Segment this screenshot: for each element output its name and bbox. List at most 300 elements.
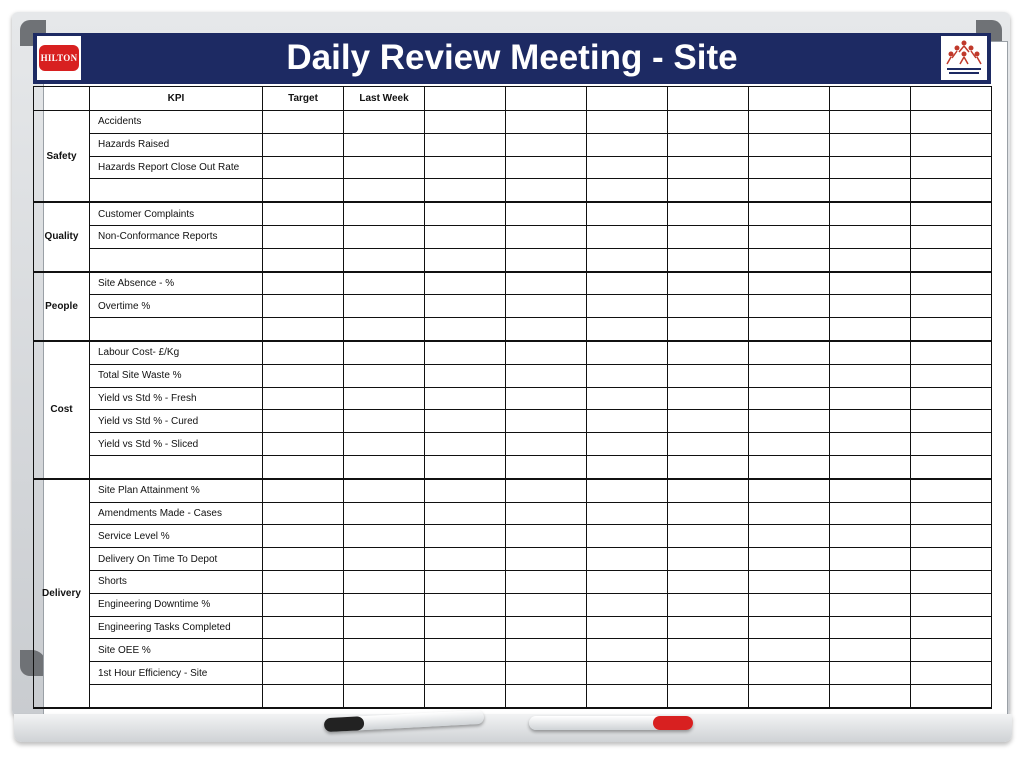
entry-cell[interactable]	[911, 179, 992, 202]
entry-cell[interactable]	[830, 433, 911, 456]
entry-cell[interactable]	[587, 639, 668, 662]
kpi-label: Site Plan Attainment %	[90, 479, 263, 502]
entry-cell[interactable]	[749, 295, 830, 318]
entry-cell[interactable]	[263, 525, 344, 548]
entry-cell[interactable]	[344, 295, 425, 318]
entry-cell[interactable]	[668, 295, 749, 318]
column-header-kpi: KPI	[90, 87, 263, 111]
entry-cell[interactable]	[911, 272, 992, 295]
entry-cell[interactable]	[830, 248, 911, 271]
kpi-label: Amendments Made - Cases	[90, 502, 263, 525]
entry-cell[interactable]	[587, 202, 668, 225]
entry-cell[interactable]	[749, 133, 830, 156]
entry-cell[interactable]	[587, 479, 668, 502]
entry-cell[interactable]	[830, 455, 911, 478]
entry-cell[interactable]	[911, 318, 992, 341]
entry-cell[interactable]	[668, 616, 749, 639]
entry-cell[interactable]	[911, 433, 992, 456]
entry-cell[interactable]	[668, 272, 749, 295]
entry-cell[interactable]	[830, 341, 911, 364]
entry-cell[interactable]	[506, 684, 587, 707]
entry-cell[interactable]	[344, 502, 425, 525]
entry-cell[interactable]	[749, 248, 830, 271]
entry-cell[interactable]	[749, 593, 830, 616]
entry-cell[interactable]	[749, 662, 830, 685]
kpi-label	[90, 455, 263, 478]
entry-cell[interactable]	[506, 662, 587, 685]
entry-cell[interactable]	[425, 593, 506, 616]
kpi-label: Yield vs Std % - Cured	[90, 410, 263, 433]
entry-cell[interactable]	[344, 455, 425, 478]
entry-cell[interactable]	[587, 525, 668, 548]
entry-cell[interactable]	[911, 248, 992, 271]
entry-cell[interactable]	[587, 295, 668, 318]
entry-cell[interactable]	[506, 479, 587, 502]
entry-cell[interactable]	[830, 662, 911, 685]
entry-cell[interactable]	[344, 133, 425, 156]
entry-cell[interactable]	[830, 387, 911, 410]
entry-cell[interactable]	[830, 502, 911, 525]
entry-cell[interactable]	[587, 684, 668, 707]
table-row	[34, 341, 992, 364]
table-row	[34, 616, 992, 639]
entry-cell[interactable]	[749, 570, 830, 593]
kpi-label: Site OEE %	[90, 639, 263, 662]
entry-cell[interactable]	[830, 179, 911, 202]
entry-cell[interactable]	[425, 616, 506, 639]
entry-cell[interactable]	[506, 156, 587, 179]
entry-cell[interactable]	[344, 639, 425, 662]
entry-cell[interactable]	[263, 364, 344, 387]
entry-cell[interactable]	[749, 272, 830, 295]
entry-cell[interactable]	[911, 479, 992, 502]
entry-cell[interactable]	[830, 593, 911, 616]
entry-cell[interactable]	[830, 684, 911, 707]
entry-cell[interactable]	[263, 502, 344, 525]
table-row	[34, 410, 992, 433]
kpi-label: Site Absence - %	[90, 272, 263, 295]
entry-cell[interactable]	[668, 662, 749, 685]
entry-cell[interactable]	[668, 156, 749, 179]
entry-cell[interactable]	[749, 455, 830, 478]
entry-cell[interactable]	[506, 318, 587, 341]
category-label: Quality	[34, 202, 90, 271]
entry-cell[interactable]	[830, 410, 911, 433]
entry-cell[interactable]	[587, 662, 668, 685]
table-row	[34, 455, 992, 478]
kpi-label: Hazards Raised	[90, 133, 263, 156]
column-header	[911, 87, 992, 111]
marker-cap	[653, 716, 693, 730]
table-row	[34, 570, 992, 593]
entry-cell[interactable]	[506, 272, 587, 295]
entry-cell[interactable]	[749, 433, 830, 456]
kpi-label	[90, 318, 263, 341]
entry-cell[interactable]	[506, 616, 587, 639]
entry-cell[interactable]	[830, 272, 911, 295]
entry-cell[interactable]	[587, 364, 668, 387]
entry-cell[interactable]	[425, 639, 506, 662]
entry-cell[interactable]	[911, 616, 992, 639]
table-row	[34, 225, 992, 248]
entry-cell[interactable]	[749, 684, 830, 707]
entry-cell[interactable]	[749, 639, 830, 662]
entry-cell[interactable]	[587, 616, 668, 639]
entry-cell[interactable]	[263, 433, 344, 456]
entry-cell[interactable]	[425, 548, 506, 571]
entry-cell[interactable]	[830, 525, 911, 548]
entry-cell[interactable]	[344, 248, 425, 271]
column-header	[668, 87, 749, 111]
entry-cell[interactable]	[506, 111, 587, 134]
entry-cell[interactable]	[425, 111, 506, 134]
entry-cell[interactable]	[587, 593, 668, 616]
entry-cell[interactable]	[263, 318, 344, 341]
entry-cell[interactable]	[911, 111, 992, 134]
entry-cell[interactable]	[668, 133, 749, 156]
entry-cell[interactable]	[506, 179, 587, 202]
entry-cell[interactable]	[506, 455, 587, 478]
entry-cell[interactable]	[911, 225, 992, 248]
table-row	[34, 179, 992, 202]
entry-cell[interactable]	[425, 662, 506, 685]
entry-cell[interactable]	[668, 179, 749, 202]
entry-cell[interactable]	[830, 111, 911, 134]
entry-cell[interactable]	[668, 684, 749, 707]
kpi-label	[90, 684, 263, 707]
entry-cell[interactable]	[911, 341, 992, 364]
entry-cell[interactable]	[668, 341, 749, 364]
entry-cell[interactable]	[425, 318, 506, 341]
entry-cell[interactable]	[263, 684, 344, 707]
entry-cell[interactable]	[668, 387, 749, 410]
entry-cell[interactable]	[911, 410, 992, 433]
entry-cell[interactable]	[425, 341, 506, 364]
kpi-label: Accidents	[90, 111, 263, 134]
entry-cell[interactable]	[911, 662, 992, 685]
table-row	[34, 639, 992, 662]
entry-cell[interactable]	[425, 295, 506, 318]
entry-cell[interactable]	[425, 433, 506, 456]
entry-cell[interactable]	[830, 156, 911, 179]
entry-cell[interactable]	[911, 455, 992, 478]
entry-cell[interactable]	[425, 684, 506, 707]
entry-cell[interactable]	[749, 156, 830, 179]
entry-cell[interactable]	[668, 318, 749, 341]
kpi-table	[33, 86, 992, 709]
category-label: Cost	[34, 341, 90, 479]
entry-cell[interactable]	[425, 525, 506, 548]
entry-cell[interactable]	[344, 202, 425, 225]
entry-cell[interactable]	[425, 455, 506, 478]
category-header	[34, 87, 90, 111]
entry-cell[interactable]	[668, 248, 749, 271]
entry-cell[interactable]	[263, 662, 344, 685]
entry-cell[interactable]	[263, 156, 344, 179]
entry-cell[interactable]	[344, 479, 425, 502]
entry-cell[interactable]	[425, 248, 506, 271]
entry-cell[interactable]	[587, 318, 668, 341]
entry-cell[interactable]	[506, 202, 587, 225]
category-label: People	[34, 272, 90, 341]
table-row	[34, 684, 992, 707]
entry-cell[interactable]	[749, 202, 830, 225]
entry-cell[interactable]	[263, 111, 344, 134]
kpi-label: 1st Hour Efficiency - Site	[90, 662, 263, 685]
entry-cell[interactable]	[668, 639, 749, 662]
entry-cell[interactable]	[587, 433, 668, 456]
kpi-label: Labour Cost- £/Kg	[90, 341, 263, 364]
entry-cell[interactable]	[506, 593, 587, 616]
entry-cell[interactable]	[668, 479, 749, 502]
marker-tray	[14, 714, 1012, 742]
entry-cell[interactable]	[587, 341, 668, 364]
entry-cell[interactable]	[749, 364, 830, 387]
entry-cell[interactable]	[344, 616, 425, 639]
entry-cell[interactable]	[344, 225, 425, 248]
entry-cell[interactable]	[506, 433, 587, 456]
entry-cell[interactable]	[911, 387, 992, 410]
entry-cell[interactable]	[749, 318, 830, 341]
entry-cell[interactable]	[506, 295, 587, 318]
entry-cell[interactable]	[911, 525, 992, 548]
entry-cell[interactable]	[425, 570, 506, 593]
entry-cell[interactable]	[668, 593, 749, 616]
entry-cell[interactable]	[830, 202, 911, 225]
entry-cell[interactable]	[344, 364, 425, 387]
table-row	[34, 295, 992, 318]
entry-cell[interactable]	[425, 364, 506, 387]
table-row	[34, 202, 992, 225]
kpi-label: Engineering Downtime %	[90, 593, 263, 616]
entry-cell[interactable]	[344, 525, 425, 548]
entry-cell[interactable]	[344, 387, 425, 410]
entry-cell[interactable]	[506, 639, 587, 662]
entry-cell[interactable]	[263, 455, 344, 478]
entry-cell[interactable]	[830, 225, 911, 248]
entry-cell[interactable]	[668, 202, 749, 225]
entry-cell[interactable]	[749, 225, 830, 248]
column-header	[749, 87, 830, 111]
table-row	[34, 156, 992, 179]
column-header-target: Target	[263, 87, 344, 111]
entry-cell[interactable]	[263, 295, 344, 318]
entry-cell[interactable]	[830, 479, 911, 502]
entry-cell[interactable]	[506, 525, 587, 548]
entry-cell[interactable]	[668, 570, 749, 593]
entry-cell[interactable]	[344, 593, 425, 616]
column-header	[506, 87, 587, 111]
entry-cell[interactable]	[506, 570, 587, 593]
entry-cell[interactable]	[344, 156, 425, 179]
entry-cell[interactable]	[749, 616, 830, 639]
entry-cell[interactable]	[749, 179, 830, 202]
entry-cell[interactable]	[344, 662, 425, 685]
entry-cell[interactable]	[830, 364, 911, 387]
entry-cell[interactable]	[506, 548, 587, 571]
entry-cell[interactable]	[587, 272, 668, 295]
entry-cell[interactable]	[911, 133, 992, 156]
entry-cell[interactable]	[830, 570, 911, 593]
table-row	[34, 318, 992, 341]
marker-cap	[324, 716, 365, 732]
entry-cell[interactable]	[344, 684, 425, 707]
board-title: Daily Review Meeting - Site	[286, 38, 738, 77]
entry-cell[interactable]	[668, 364, 749, 387]
entry-cell[interactable]	[263, 202, 344, 225]
kpi-label	[90, 179, 263, 202]
entry-cell[interactable]	[263, 225, 344, 248]
table-row	[34, 364, 992, 387]
entry-cell[interactable]	[263, 616, 344, 639]
entry-cell[interactable]	[425, 225, 506, 248]
entry-cell[interactable]	[263, 248, 344, 271]
entry-cell[interactable]	[263, 593, 344, 616]
category-label: Safety	[34, 111, 90, 203]
red-marker[interactable]	[529, 716, 693, 730]
kpi-label: Yield vs Std % - Fresh	[90, 387, 263, 410]
entry-cell[interactable]	[749, 387, 830, 410]
entry-cell[interactable]	[587, 387, 668, 410]
entry-cell[interactable]	[911, 593, 992, 616]
entry-cell[interactable]	[749, 479, 830, 502]
entry-cell[interactable]	[749, 525, 830, 548]
kpi-label: Engineering Tasks Completed	[90, 616, 263, 639]
entry-cell[interactable]	[506, 248, 587, 271]
entry-cell[interactable]	[506, 133, 587, 156]
column-header-last-week: Last Week	[344, 87, 425, 111]
entry-cell[interactable]	[668, 525, 749, 548]
entry-cell[interactable]	[749, 410, 830, 433]
entry-cell[interactable]	[587, 248, 668, 271]
entry-cell[interactable]	[830, 548, 911, 571]
table-row	[34, 502, 992, 525]
entry-cell[interactable]	[425, 479, 506, 502]
kpi-label: Customer Complaints	[90, 202, 263, 225]
header-bar	[33, 33, 991, 84]
entry-cell[interactable]	[911, 548, 992, 571]
entry-cell[interactable]	[668, 548, 749, 571]
entry-cell[interactable]	[506, 341, 587, 364]
entry-cell[interactable]	[911, 156, 992, 179]
entry-cell[interactable]	[263, 479, 344, 502]
entry-cell[interactable]	[263, 410, 344, 433]
entry-cell[interactable]	[506, 364, 587, 387]
entry-cell[interactable]	[344, 433, 425, 456]
entry-cell[interactable]	[830, 295, 911, 318]
entry-cell[interactable]	[749, 341, 830, 364]
entry-cell[interactable]	[587, 156, 668, 179]
table-row	[34, 662, 992, 685]
table-row	[34, 272, 992, 295]
entry-cell[interactable]	[263, 133, 344, 156]
entry-cell[interactable]	[911, 570, 992, 593]
entry-cell[interactable]	[587, 225, 668, 248]
entry-cell[interactable]	[749, 111, 830, 134]
entry-cell[interactable]	[830, 318, 911, 341]
entry-cell[interactable]	[344, 272, 425, 295]
entry-cell[interactable]	[911, 639, 992, 662]
entry-cell[interactable]	[587, 455, 668, 478]
entry-cell[interactable]	[587, 410, 668, 433]
entry-cell[interactable]	[263, 179, 344, 202]
kpi-label: Overtime %	[90, 295, 263, 318]
entry-cell[interactable]	[344, 341, 425, 364]
entry-cell[interactable]	[425, 179, 506, 202]
entry-cell[interactable]	[344, 318, 425, 341]
entry-cell[interactable]	[911, 295, 992, 318]
table-row	[34, 433, 992, 456]
entry-cell[interactable]	[425, 156, 506, 179]
kpi-label: Shorts	[90, 570, 263, 593]
entry-cell[interactable]	[911, 684, 992, 707]
entry-cell[interactable]	[668, 502, 749, 525]
entry-cell[interactable]	[425, 272, 506, 295]
kpi-label: Delivery On Time To Depot	[90, 548, 263, 571]
entry-cell[interactable]	[587, 570, 668, 593]
entry-cell[interactable]	[425, 502, 506, 525]
entry-cell[interactable]	[425, 133, 506, 156]
entry-cell[interactable]	[506, 387, 587, 410]
entry-cell[interactable]	[263, 341, 344, 364]
entry-cell[interactable]	[344, 179, 425, 202]
entry-cell[interactable]	[911, 502, 992, 525]
entry-cell[interactable]	[263, 387, 344, 410]
entry-cell[interactable]	[830, 639, 911, 662]
entry-cell[interactable]	[587, 133, 668, 156]
column-header	[830, 87, 911, 111]
entry-cell[interactable]	[668, 410, 749, 433]
entry-cell[interactable]	[344, 548, 425, 571]
entry-cell[interactable]	[344, 111, 425, 134]
table-row	[34, 525, 992, 548]
entry-cell[interactable]	[749, 502, 830, 525]
entry-cell[interactable]	[263, 272, 344, 295]
entry-cell[interactable]	[668, 455, 749, 478]
entry-cell[interactable]	[830, 133, 911, 156]
entry-cell[interactable]	[587, 502, 668, 525]
entry-cell[interactable]	[668, 225, 749, 248]
table-row	[34, 248, 992, 271]
table-header-row	[34, 87, 992, 111]
entry-cell[interactable]	[263, 548, 344, 571]
entry-cell[interactable]	[587, 548, 668, 571]
table-row	[34, 479, 992, 502]
entry-cell[interactable]	[506, 502, 587, 525]
column-header	[587, 87, 668, 111]
entry-cell[interactable]	[425, 410, 506, 433]
entry-cell[interactable]	[344, 570, 425, 593]
entry-cell[interactable]	[506, 410, 587, 433]
entry-cell[interactable]	[344, 410, 425, 433]
entry-cell[interactable]	[911, 364, 992, 387]
entry-cell[interactable]	[668, 433, 749, 456]
kpi-label: Service Level %	[90, 525, 263, 548]
table-row	[34, 548, 992, 571]
entry-cell[interactable]	[587, 111, 668, 134]
entry-cell[interactable]	[911, 202, 992, 225]
entry-cell[interactable]	[668, 111, 749, 134]
entry-cell[interactable]	[830, 616, 911, 639]
category-label: Delivery	[34, 479, 90, 708]
entry-cell[interactable]	[749, 548, 830, 571]
entry-cell[interactable]	[425, 202, 506, 225]
entry-cell[interactable]	[506, 225, 587, 248]
entry-cell[interactable]	[263, 639, 344, 662]
entry-cell[interactable]	[425, 387, 506, 410]
entry-cell[interactable]	[587, 179, 668, 202]
entry-cell[interactable]	[263, 570, 344, 593]
